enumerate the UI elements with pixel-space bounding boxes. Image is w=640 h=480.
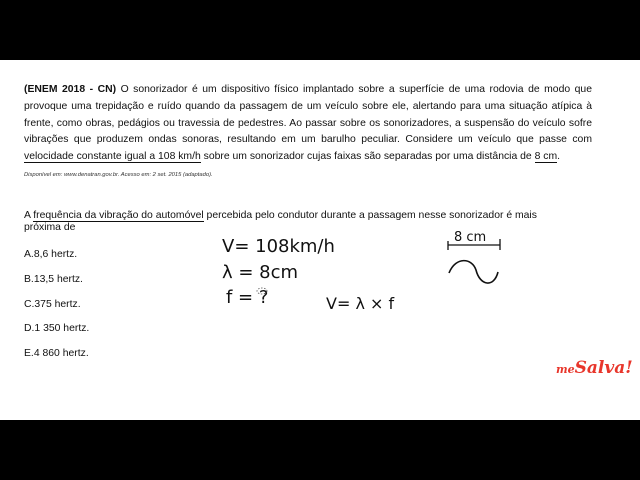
handwritten-formula: V= λ × f (326, 294, 395, 313)
option-letter: E. (24, 348, 34, 359)
option-text: 13,5 hertz. (33, 274, 83, 285)
prompt-rest: percebida pelo condutor durante a passagem nesse sonorizador é mais próxima de (24, 210, 537, 234)
wave-sketch-icon (449, 261, 498, 283)
distance-underlined: 8 cm (534, 151, 558, 163)
option-text: 4 860 hertz. (33, 348, 89, 359)
question-body-a: O sonorizador é um dispositivo físico implantado sobre a superfície de uma rodovia de modo que provoque uma trepidação e ruído quando da passagem de um veículo sobre ele, alertando para uma situação atípica à frente, como obras, pedágios ou travessia de pedestres. Ao passar sobre os sonorizadores, a suspensão do veículo sofre vibrações que produzem ondas sonoras, resultando em um barulho peculiar. Considere um veículo que passe com (24, 84, 592, 146)
exam-tag: (ENEM 2018 - CN) (24, 84, 117, 95)
logo-me: me (556, 363, 575, 376)
option-text: 375 hertz. (34, 299, 81, 310)
slide-canvas (0, 60, 640, 420)
option-letter: D. (24, 323, 35, 334)
prompt-underlined: frequência da vibração do automóvel (33, 210, 204, 221)
handwritten-wavelength: λ = 8cm (222, 262, 299, 283)
option-letter: C. (24, 299, 35, 310)
logo-salva: Salva! (574, 358, 633, 378)
mesalva-logo (556, 358, 633, 388)
handwritten-speed: V= 108km/h (222, 236, 335, 257)
handwritten-frequency: f = ? (226, 287, 269, 308)
option-text: 1 350 hertz. (34, 323, 90, 334)
question-body-b: sobre um sonorizador cujas faixas são separadas por uma distância de (200, 151, 535, 163)
speed-underlined: velocidade constante igual a 108 km/h (24, 151, 201, 163)
source-citation: Disponível em: www.denatran.gov.br. Acesso em: 2 set. 2015 (adaptado). (24, 172, 213, 178)
option-letter: B. (24, 274, 34, 285)
option-text: 8,6 hertz. (33, 249, 78, 260)
handwritten-notes (0, 60, 640, 420)
handwritten-span-label: 8 cm (454, 230, 487, 245)
prompt-start: A (24, 210, 34, 221)
option-letter: A. (24, 249, 34, 260)
question-body-c: . (557, 151, 561, 163)
